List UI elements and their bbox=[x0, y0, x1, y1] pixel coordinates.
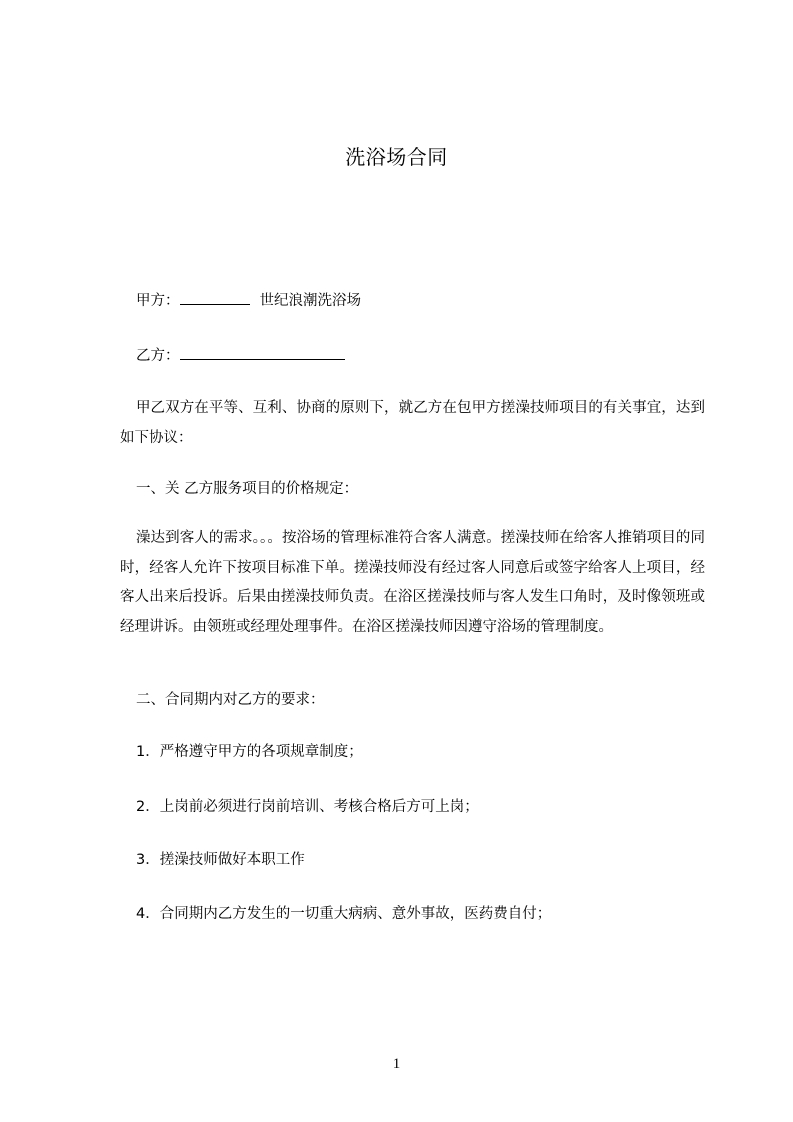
party-a-label: 甲方： bbox=[136, 293, 180, 309]
section1-heading: 一、关 乙方服务项目的价格规定： bbox=[136, 481, 359, 497]
section2-heading: 二、合同期内对乙方的要求： bbox=[136, 692, 325, 708]
party-a-blank bbox=[180, 289, 250, 305]
party-b-label: 乙方： bbox=[136, 348, 180, 364]
document-title: 洗浴场合同 bbox=[345, 145, 448, 169]
requirement-item: 2．上岗前必须进行岗前培训、考核合格后方可上岗； bbox=[136, 799, 479, 815]
page-number: 1 bbox=[392, 1056, 401, 1072]
party-a-line bbox=[136, 289, 361, 312]
section1-body: 澡达到客人的需求。。。按浴场的管理标准符合客人满意。搓澡技师在给客人推销项目的同时，经客人允许下按项目标准下单。搓澡技师没有经过客人同意后或签字给客人上项目，经客人出来后投诉。后果由搓澡技师负责。在浴区搓澡技师与客人发生口角时，及时像领班或经理讲诉。由领班或经理处理事件。在浴区搓澡技师因遵守浴场的管理制度。 bbox=[120, 530, 705, 635]
party-b-blank bbox=[180, 344, 345, 360]
requirement-item: 4．合同期内乙方发生的一切重大病病、意外事故，医药费自付； bbox=[136, 906, 552, 922]
requirement-item: 1．严格遵守甲方的各项规章制度； bbox=[136, 744, 363, 760]
party-b-line bbox=[136, 344, 345, 367]
intro-paragraph: 甲乙双方在平等、互利、协商的原则下，就乙方在包甲方搓澡技师项目的有关事宜，达到如下协议： bbox=[120, 400, 705, 446]
party-a-name: 世纪浪潮洗浴场 bbox=[259, 293, 361, 309]
requirement-item: 3．搓澡技师做好本职工作 bbox=[136, 852, 305, 868]
